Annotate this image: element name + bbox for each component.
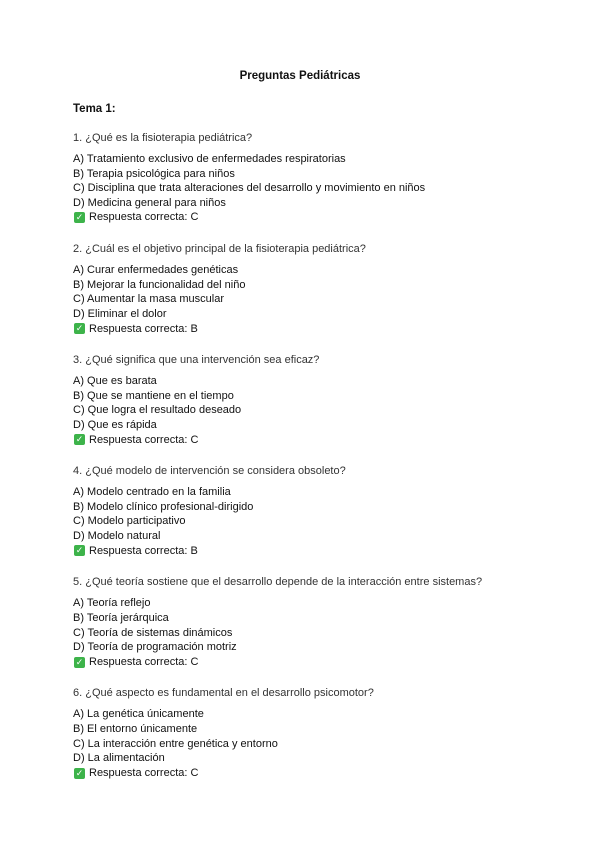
option-b: B) Terapia psicológica para niños [73, 167, 235, 180]
document-title: Preguntas Pediátricas [239, 70, 361, 82]
correct-answer [73, 544, 573, 559]
option-c: C) Aumentar la masa muscular [73, 293, 224, 306]
correct-answer [73, 655, 573, 670]
check-mark-icon: ✓ [75, 545, 84, 556]
correct-answer-text: Respuesta correcta: C [89, 766, 199, 779]
check-mark-icon: ✓ [75, 434, 84, 445]
option-d: D) La alimentación [73, 752, 165, 765]
check-mark-icon: ✓ [75, 323, 84, 334]
question-4 [73, 464, 573, 558]
option-d: D) Que es rápida [73, 419, 157, 431]
question-2 [73, 242, 573, 336]
option-a: A) La genética únicamente [73, 708, 204, 721]
option-a: A) Tratamiento exclusivo de enfermedades respiratorias [73, 153, 346, 166]
question-5 [73, 575, 573, 669]
option-c: C) Modelo participativo [73, 515, 186, 528]
correct-answer-text: Respuesta correcta: B [89, 544, 198, 557]
topic-heading: Tema 1: [73, 103, 116, 115]
option-b: B) Modelo clínico profesional-dirigido [73, 500, 254, 513]
question-text: 1. ¿Qué es la fisioterapia pediátrica? [73, 132, 253, 144]
check-mark-icon: ✓ [75, 656, 84, 667]
option-a: A) Teoría reflejo [73, 597, 151, 610]
question-text: 6. ¿Qué aspecto es fundamental en el desarrollo psicomotor? [73, 687, 374, 700]
option-a: A) Curar enfermedades genéticas [73, 264, 239, 277]
correct-answer-text: Respuesta correcta: C [89, 655, 199, 668]
option-d: D) Modelo natural [73, 530, 161, 543]
option-d: D) Medicina general para niños [73, 196, 226, 209]
option-b: B) Teoría jerárquica [73, 611, 169, 624]
correct-answer [73, 433, 573, 448]
option-c: C) Que logra el resultado deseado [73, 404, 242, 417]
correct-answer-text: Respuesta correcta: B [89, 322, 198, 335]
option-a: A) Modelo centrado en la familia [73, 486, 231, 499]
correct-answer-text: Respuesta correcta: C [89, 433, 199, 446]
check-mark-icon: ✓ [75, 767, 84, 778]
option-b: B) Que se mantiene en el tiempo [73, 389, 234, 402]
correct-answer [73, 766, 573, 781]
option-c: C) La interacción entre genética y entorno [73, 737, 278, 750]
correct-answer [73, 322, 573, 337]
correct-answer [73, 210, 573, 225]
question-text: 3. ¿Qué significa que una intervención sea eficaz? [73, 354, 320, 367]
option-d: D) Teoría de programación motriz [73, 641, 237, 654]
question-3 [73, 353, 573, 447]
option-b: B) Mejorar la funcionalidad del niño [73, 278, 246, 291]
correct-answer-text: Respuesta correcta: C [89, 211, 199, 224]
question-text: 5. ¿Qué teoría sostiene que el desarrollo depende de la interacción entre sistemas? [73, 576, 483, 589]
option-a: A) Que es barata [73, 375, 157, 388]
option-c: C) Teoría de sistemas dinámicos [73, 626, 233, 639]
option-c: C) Disciplina que trata alteraciones del desarrollo y movimiento en niños [73, 182, 426, 195]
question-6 [73, 686, 573, 780]
option-b: B) El entorno únicamente [73, 723, 198, 735]
question-text: 4. ¿Qué modelo de intervención se considera obsoleto? [73, 465, 346, 478]
option-d: D) Eliminar el dolor [73, 307, 167, 320]
question-list [73, 131, 573, 797]
question-text: 2. ¿Cuál es el objetivo principal de la fisioterapia pediátrica? [73, 243, 366, 256]
question-1 [73, 131, 573, 225]
check-mark-icon: ✓ [75, 212, 84, 223]
